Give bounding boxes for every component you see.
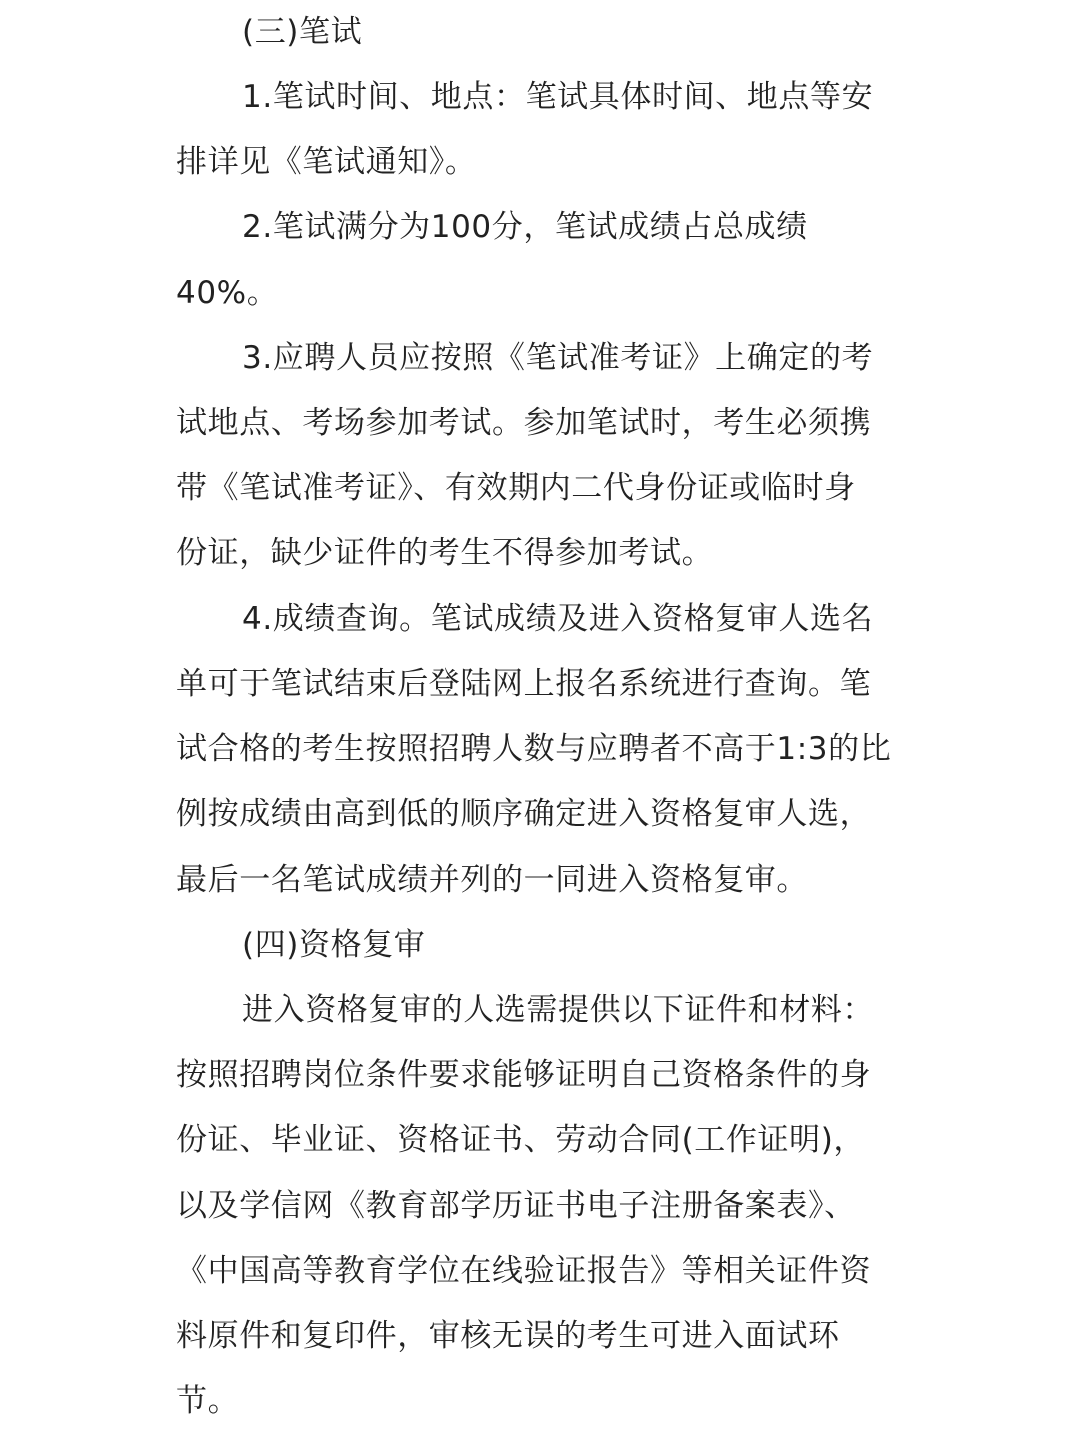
item-3-line-1: 3.应聘人员应按照《笔试准考证》上确定的考 <box>242 340 874 376</box>
review-line-5: 《中国高等教育学位在线验证报告》等相关证件资 <box>176 1253 872 1289</box>
review-line-7: 节。 <box>176 1383 240 1419</box>
item-1-line-1: 1.笔试时间、地点：笔试具体时间、地点等安 <box>242 79 874 115</box>
section-3-heading: (三)笔试 <box>242 14 363 50</box>
item-3-line-2: 试地点、考场参加考试。参加笔试时，考生必须携 <box>176 405 872 441</box>
item-2-line-2: 40%。 <box>176 275 279 311</box>
item-4-line-1: 4.成绩查询。笔试成绩及进入资格复审人选名 <box>242 601 874 637</box>
review-line-6: 料原件和复印件，审核无误的考生可进入面试环 <box>176 1318 840 1354</box>
item-3-line-4: 份证，缺少证件的考生不得参加考试。 <box>176 535 714 571</box>
item-4-line-3: 试合格的考生按照招聘人数与应聘者不高于1:3的比 <box>176 731 892 767</box>
item-4-line-5: 最后一名笔试成绩并列的一同进入资格复审。 <box>176 862 808 898</box>
review-line-3: 份证、毕业证、资格证书、劳动合同(工作证明)， <box>176 1122 865 1158</box>
item-4-line-4: 例按成绩由高到低的顺序确定进入资格复审人选， <box>176 796 872 832</box>
item-1-line-2: 排详见《笔试通知》。 <box>176 144 477 180</box>
item-2-line-1: 2.笔试满分为100分，笔试成绩占总成绩 <box>242 209 808 245</box>
section-4-heading: (四)资格复审 <box>242 927 426 963</box>
item-4-line-2: 单可于笔试结束后登陆网上报名系统进行查询。笔 <box>176 666 872 702</box>
review-line-4: 以及学信网《教育部学历证书电子注册备案表》、 <box>176 1188 856 1224</box>
item-3-line-3: 带《笔试准考证》、有效期内二代身份证或临时身 <box>176 470 856 506</box>
review-line-1: 进入资格复审的人选需提供以下证件和材料： <box>242 992 874 1028</box>
review-line-2: 按照招聘岗位条件要求能够证明自己资格条件的身 <box>176 1057 872 1093</box>
